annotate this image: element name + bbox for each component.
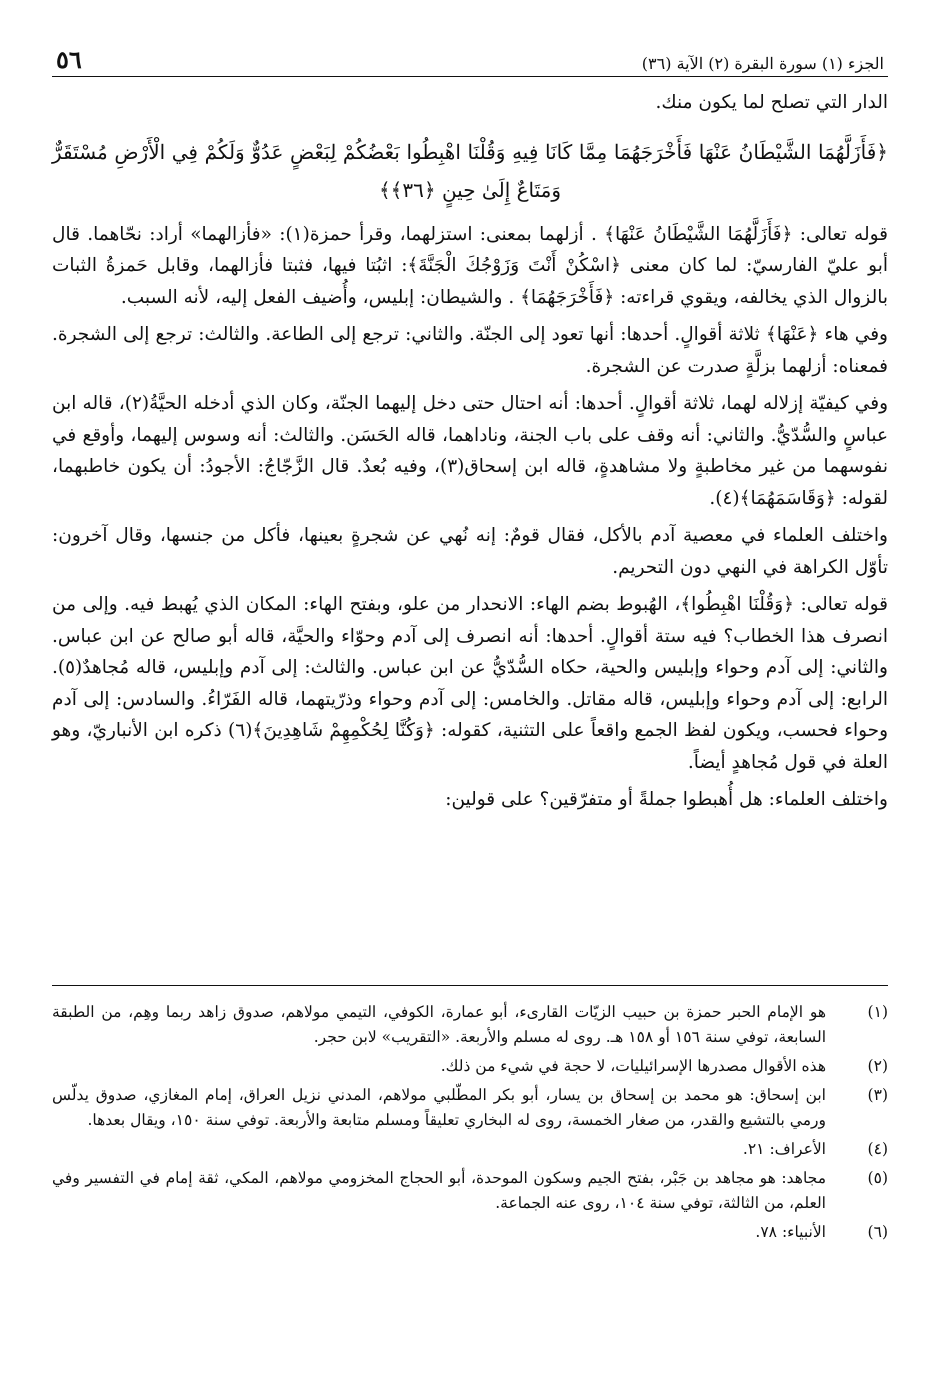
footnote-text: الأنبياء: ٧٨. (755, 1223, 826, 1241)
footnote-text: الأعراف: ٢١. (742, 1140, 826, 1158)
footnote-text: هذه الأقوال مصدرها الإسرائيليات، لا حجة في شيء من ذلك. (440, 1057, 826, 1075)
footnote-number: (٥) (867, 1169, 888, 1187)
footnote-number: (٣) (867, 1086, 888, 1104)
paragraph-5: قوله تعالى: ﴿وَقُلْنَا اهْبِطُوا﴾، الهُبوط بضم الهاء: الانحدار من علو، وبفتح الهاء: المكان الذي يُهبط فيه. وإلى من انصرف هذا الخطاب؟ فيه ستة أقوالٍ. أحدها: أنه انصرف إلى آدم وحوّاء والحيَّة، قاله أبو صالح عن ابن عباس. والثاني: إلى آدم وحواء وإبليس والحية، حكاه السُّدّيُّ عن ابن عباس. والثالث: إلى آدم وإبليس، قاله مُجاهدٌ(٥). الرابع: إلى آدم وحواء وإبليس، قاله مقاتل. والخامس: إلى آدم وحواء وذرّيتهما، قاله الفَرّاءُ. والسادس: إلى آدم وحواء فحسب، ويكون لفظ الجمع واقعاً على التثنية، كقوله: ﴿وَكُنَّا لِحُكْمِهِمْ شَاهِدِينَ﴾(٦) ذكره ابن الأنباريّ، وهو العلة في قول مُجاهدٍ أيضاً. (52, 594, 889, 773)
footnote (52, 1083, 888, 1133)
footnote (52, 1137, 888, 1162)
footnote-text: ابن إسحاق: هو محمد بن إسحاق بن يسار، أبو بكر المطّلبي مولاهم، المدني نزيل العراق، إمام المغازي، صدوق يدلّس ورمي بالتشيع والقدر، من صغار الخمسة، روى له البخاري تعليقاً ومسلم متابعة والأربعة. توفي سنة ١٥٠، ويقال بعدها. (52, 1086, 826, 1129)
footnote-number: (٤) (867, 1140, 888, 1158)
paragraph-4: واختلف العلماء في معصية آدم بالأكل، فقال قومٌ: إنه نُهي عن شجرةٍ بعينها، فأكل من جنسها، وقال آخرون: تأوّل الكراهة في النهي دون التحريم. (52, 525, 888, 578)
footnote-text: مجاهد: هو مجاهد بن جَبْر، بفتح الجيم وسكون الموحدة، أبو الحجاج المخزومي مولاهم، المكي، ثقة إمام في التفسير وفي العلم، من الثالثة، توفي سنة ١٠٤، روى عنه الجماعة. (52, 1169, 826, 1212)
page-number: ٥٦ (56, 45, 82, 74)
paragraph-1: قوله تعالى: ﴿فَأَزَلَّهُمَا الشَّيْطَانُ عَنْهَا﴾ . أزلهما بمعنى: استزلهما، وقرأ حمزة(١): «فأزالهما» أراد: نحّاهما. قال أبو عليّ الفارسيّ: لما كان معنى ﴿اسْكُنْ أَنْتَ وَزَوْجُكَ الْجَنَّةَ﴾: اثبُتا فيها، فثبتا فأزالهما، وقابل حَمزةُ الثبات بالزوال الذي يخالفه، ويقوي قراءته: ﴿فَأَخْرَجَهُمَا﴾ . والشيطان: إبليس، وأُضيف الفعل إليه، لأنه السبب. (52, 223, 888, 308)
footnote (52, 1054, 888, 1079)
intro-line: الدار التي تصلح لما يكون منك. (655, 92, 888, 113)
footnote-number: (٢) (867, 1057, 888, 1075)
paragraph-3: وفي كيفيّة إزلاله لهما، ثلاثة أقوالٍ. أحدها: أنه احتال حتى دخل إليهما الجنّة، وكان الذي أدخله الحيَّةُ(٢)، قاله ابن عباسٍ والسُّدّيُّ. والثاني: أنه وقف على باب الجنة، وناداهما، قاله الحَسَن. والثالث: أنه وسوس إليهما، وأوقع في نفوسهما من غير مخاطبةٍ ولا مشاهدةٍ، قاله ابن إسحاق(٣)، وفيه بُعدٌ. قال الزَّجّاجُ: الأجودُ: أن يكون خاطبهما، لقوله: ﴿وَقَاسَمَهُمَا﴾(٤). (52, 393, 888, 509)
page-header (52, 45, 888, 77)
running-head: الجزء (١) سورة البقرة (٢) الآية (٣٦) (641, 54, 884, 73)
footnote (52, 1166, 888, 1216)
footnote-text: هو الإمام الحبر حمزة بن حبيب الزيّات القارىء، أبو عمارة، الكوفي، التيمي مولاهم، صدوق زاهد ربما وهِم، من الطبقة السابعة، توفي سنة ١٥٦ أو ١٥٨ هـ. روى له مسلم والأربعة. «التقريب» لابن حجر. (52, 1003, 826, 1046)
quran-verse: ﴿فَأَزَلَّهُمَا الشَّيْطَانُ عَنْهَا فَأَخْرَجَهُمَا مِمَّا كَانَا فِيهِ وَقُلْنَا اهْبِطُوا بَعْضُكُمْ لِبَعْضٍ عَدُوٌّ وَلَكُمْ فِي الْأَرْضِ مُسْتَقَرٌّ وَمَتَاعٌ إِلَىٰ حِينٍ ﴿٣٦﴾﴾ (52, 139, 888, 202)
paragraph-2: وفي هاء ﴿عَنْهَا﴾ ثلاثة أقوالٍ. أحدها: أنها تعود إلى الجنّة. والثاني: ترجع إلى الطاعة. والثالث: ترجع إلى الشجرة. فمعناه: أزلهما بزلَّةٍ صدرت عن الشجرة. (52, 324, 888, 377)
footnote-number: (١) (867, 1003, 888, 1021)
footnotes (52, 985, 888, 1249)
main-text (52, 87, 888, 816)
footnote (52, 1220, 888, 1245)
footnote-number: (٦) (867, 1223, 888, 1241)
paragraph-6: واختلف العلماء: هل أُهبطوا جملةً أو متفرّقين؟ على قولين: (445, 789, 888, 810)
footnote (52, 1000, 888, 1050)
